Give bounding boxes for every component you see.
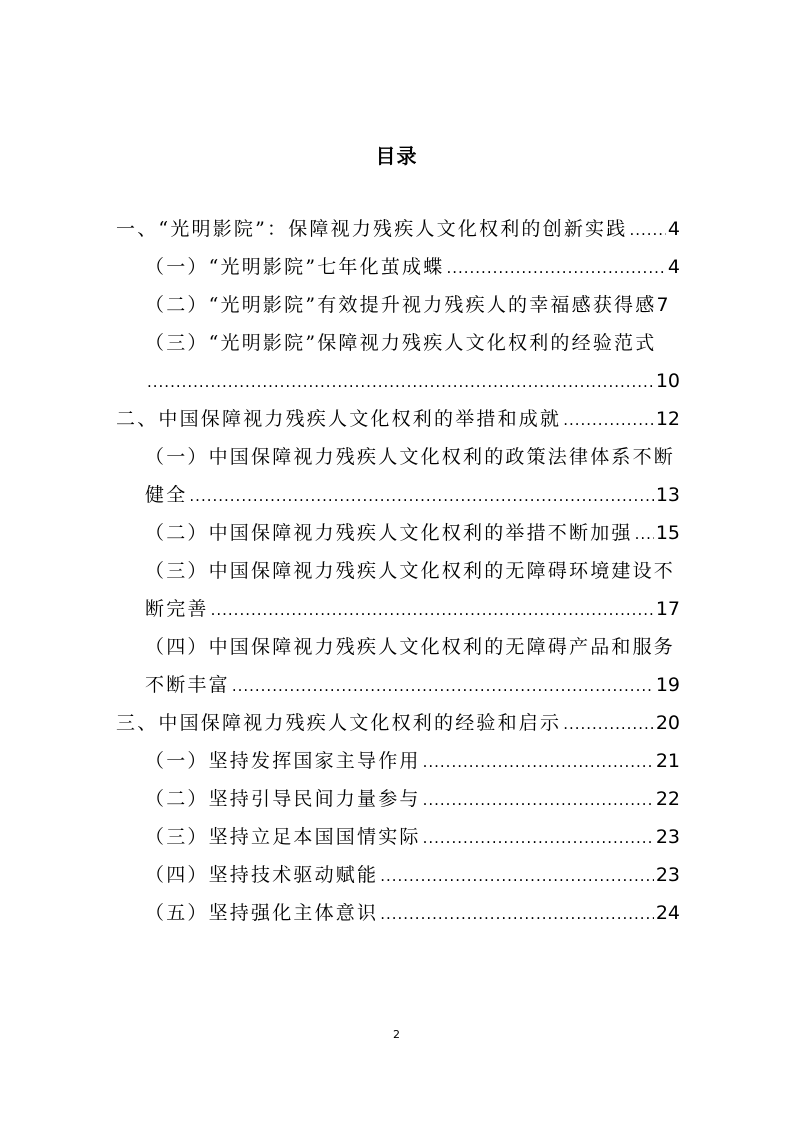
toc-page-number: 7 bbox=[656, 294, 669, 316]
toc-entry-label-continued: 健全 bbox=[145, 484, 188, 506]
toc-leader-dots bbox=[563, 709, 654, 739]
toc-page-number: 4 bbox=[667, 256, 680, 278]
toc-leader-dots bbox=[147, 367, 654, 397]
toc-page-number: 4 bbox=[667, 218, 680, 240]
toc-leader-dots bbox=[423, 823, 654, 853]
toc-entry-1-2[interactable] bbox=[145, 290, 680, 320]
toc-page-number: 22 bbox=[655, 788, 680, 810]
toc-entry-2-3-line2[interactable] bbox=[145, 594, 680, 624]
toc-entry-label: （五）坚持强化主体意识 bbox=[145, 902, 379, 924]
toc-leader-dots bbox=[189, 481, 653, 511]
toc-leader-dots bbox=[232, 671, 654, 701]
page-footer-number: 2 bbox=[393, 1028, 400, 1041]
toc-leader-dots bbox=[423, 747, 654, 777]
toc-page-number: 23 bbox=[655, 864, 680, 886]
toc-entry-3-2[interactable] bbox=[145, 784, 680, 814]
toc-entry-2-4-line1[interactable]: （四）中国保障视力残疾人文化权利的无障碍产品和服务 bbox=[145, 636, 676, 658]
toc-leader-dots bbox=[629, 215, 665, 245]
toc-page-number: 13 bbox=[655, 484, 680, 506]
toc-entry-2-3-line1[interactable]: （三）中国保障视力残疾人文化权利的无障碍环境建设不 bbox=[145, 560, 676, 582]
toc-entry-label-continued: 不断丰富 bbox=[145, 674, 230, 696]
toc-entry-2-4-line2[interactable] bbox=[145, 670, 680, 700]
toc-entry-2-1-line1[interactable]: （一）中国保障视力残疾人文化权利的政策法律体系不断 bbox=[145, 446, 676, 468]
toc-page-number: 23 bbox=[655, 826, 680, 848]
toc-entry-2[interactable] bbox=[116, 404, 680, 434]
toc-page-number: 21 bbox=[655, 750, 680, 772]
toc-entry-1-3-line1[interactable]: （三）“光明影院”保障视力残疾人文化权利的经验范式 bbox=[145, 332, 657, 354]
toc-entry-label: （二）中国保障视力残疾人文化权利的举措不断加强 bbox=[145, 522, 633, 544]
toc-entry-label: 一、“光明影院”：保障视力残疾人文化权利的创新实践 bbox=[116, 218, 628, 240]
toc-leader-dots bbox=[635, 519, 654, 549]
toc-entry-3[interactable] bbox=[116, 708, 680, 738]
toc-entry-1-3-line2[interactable] bbox=[145, 366, 680, 396]
toc-page-number: 19 bbox=[655, 674, 680, 696]
toc-page-number: 10 bbox=[655, 370, 680, 392]
toc-entry-1[interactable] bbox=[116, 214, 680, 244]
page-title: 目录 bbox=[375, 144, 418, 168]
toc-entry-2-2[interactable] bbox=[145, 518, 680, 548]
toc-leader-dots bbox=[211, 595, 654, 625]
toc-leader-dots bbox=[563, 405, 654, 435]
toc-entry-3-4[interactable] bbox=[145, 860, 680, 890]
toc-entry-label: （四）坚持技术驱动赋能 bbox=[145, 864, 379, 886]
toc-page-number: 20 bbox=[655, 712, 680, 734]
toc-entry-2-1-line2[interactable] bbox=[145, 480, 680, 510]
toc-leader-dots bbox=[380, 899, 654, 929]
toc-page-number: 17 bbox=[655, 598, 680, 620]
toc-leader-dots bbox=[423, 785, 654, 815]
toc-entry-3-1[interactable] bbox=[145, 746, 680, 776]
toc-entry-label: （一）“光明影院”七年化茧成蝶 bbox=[145, 256, 445, 278]
toc-leader-dots bbox=[380, 861, 654, 891]
toc-entry-label: （二）坚持引导民间力量参与 bbox=[145, 788, 421, 810]
toc-page-number: 15 bbox=[655, 522, 680, 544]
toc-entry-3-5[interactable] bbox=[145, 898, 680, 928]
toc-page-number: 12 bbox=[655, 408, 680, 430]
toc-entry-1-1[interactable] bbox=[145, 252, 680, 282]
toc-entry-label: （三）坚持立足本国国情实际 bbox=[145, 826, 421, 848]
toc-leader-dots bbox=[446, 253, 665, 283]
toc-entry-label: 二、中国保障视力残疾人文化权利的举措和成就 bbox=[116, 408, 562, 430]
toc-entry-3-3[interactable] bbox=[145, 822, 680, 852]
toc-entry-label-continued: 断完善 bbox=[145, 598, 209, 620]
toc-entry-label: （一）坚持发挥国家主导作用 bbox=[145, 750, 421, 772]
toc-entry-label: （二）“光明影院”有效提升视力残疾人的幸福感获得感 bbox=[145, 294, 657, 316]
toc-page-number: 24 bbox=[655, 902, 680, 924]
toc-entry-label: 三、中国保障视力残疾人文化权利的经验和启示 bbox=[116, 712, 562, 734]
